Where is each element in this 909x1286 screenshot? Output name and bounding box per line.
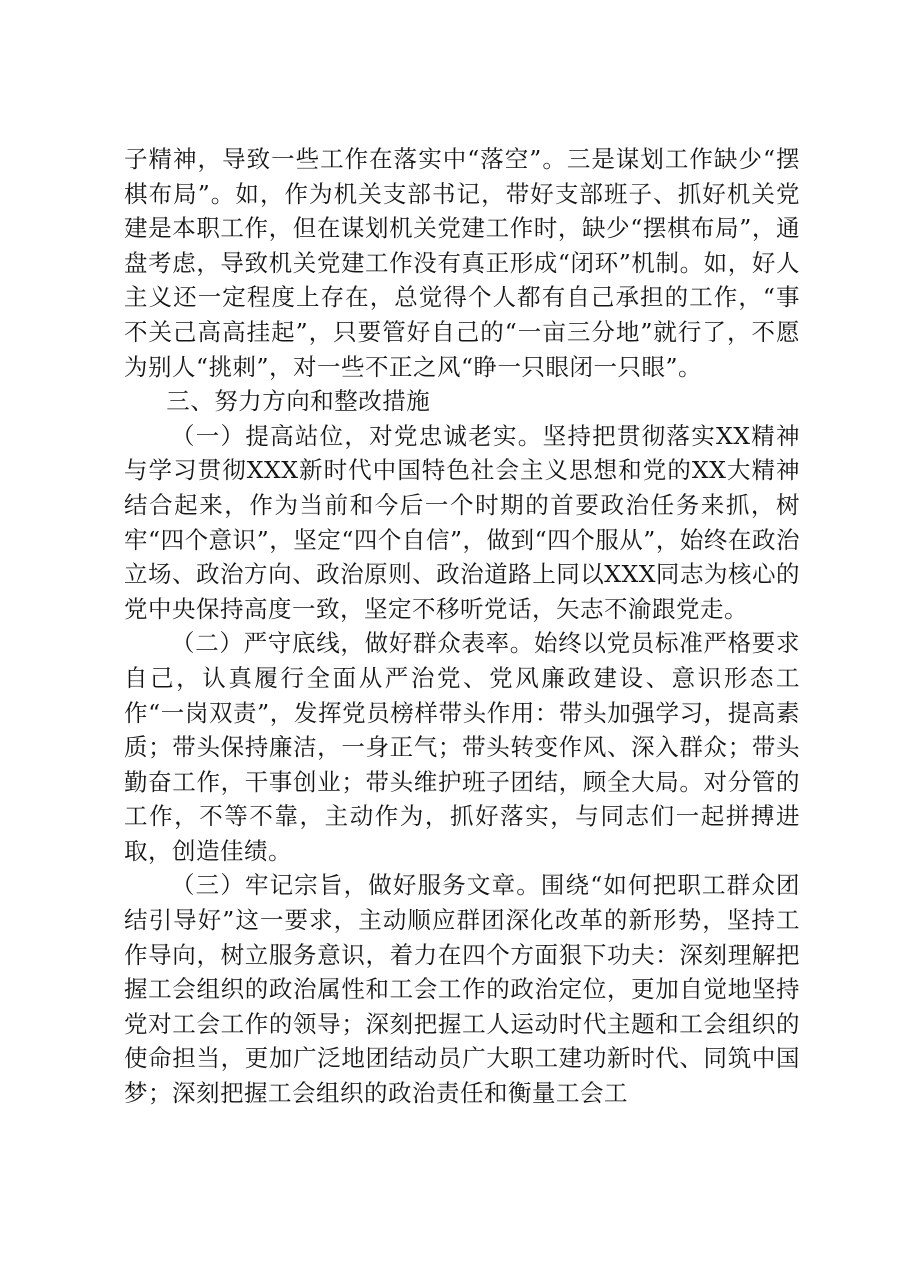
document-body — [124, 142, 800, 1111]
paragraph-item-1: （一）提高站位，对党忠诚老实。坚持把贯彻落实XX精神与学习贯彻XXX新时代中国特色社会主义思想和党的XX大精神结合起来，作为当前和今后一个时期的首要政治任务来抓，树牢“四个意识”，坚定“四个自信”，做到“四个服从”，始终在政治立场、政治方向、政治原则、政治道路上同以XXX同志为核心的党中央保持高度一致，坚定不移听党话，矢志不渝跟党走。 — [124, 421, 800, 623]
paragraph-continuation: 子精神，导致一些工作在落实中“落空”。三是谋划工作缺少“摆棋布局”。如，作为机关支部书记，带好支部班子、抓好机关党建是本职工作，但在谋划机关党建工作时，缺少“摆棋布局”，通盘考虑，导致机关党建工作没有真正形成“闭环”机制。如，好人主义还一定程度上存在，总觉得个人都有自己承担的工作，“事不关己高高挂起”，只要管好自己的“一亩三分地”就行了，不愿为别人“挑刺”，对一些不正之风“睁一只眼闭一只眼”。 — [124, 145, 800, 381]
paragraph-item-2: （二）严守底线，做好群众表率。始终以党员标准严格要求自己，认真履行全面从严治党、党风廉政建设、意识形态工作“一岗双责”，发挥党员榜样带头作用：带头加强学习，提高素质；带头保持廉洁，一身正气；带头转变作风、深入群众；带头勤奋工作，干事创业；带头维护班子团结，顾全大局。对分管的工作，不等不靠，主动作为，抓好落实，与同志们一起拼搏进取，创造佳绩。 — [124, 629, 800, 865]
section-heading: 三、努力方向和整改措施 — [166, 387, 431, 416]
paragraph-item-3: （三）牢记宗旨，做好服务文章。围绕“如何把职工群众团结引导好”这一要求，主动顺应群团深化改革的新形势，坚持工作导向，树立服务意识，着力在四个方面狠下功夫：深刻理解把握工会组织的政治属性和工会工作的政治定位，更加自觉地坚持党对工会工作的领导；深刻把握工人运动时代主题和工会组织的使命担当，更加广泛地团结动员广大职工建功新时代、同筑中国梦；深刻把握工会组织的政治责任和衡量工会工 — [124, 871, 800, 1108]
